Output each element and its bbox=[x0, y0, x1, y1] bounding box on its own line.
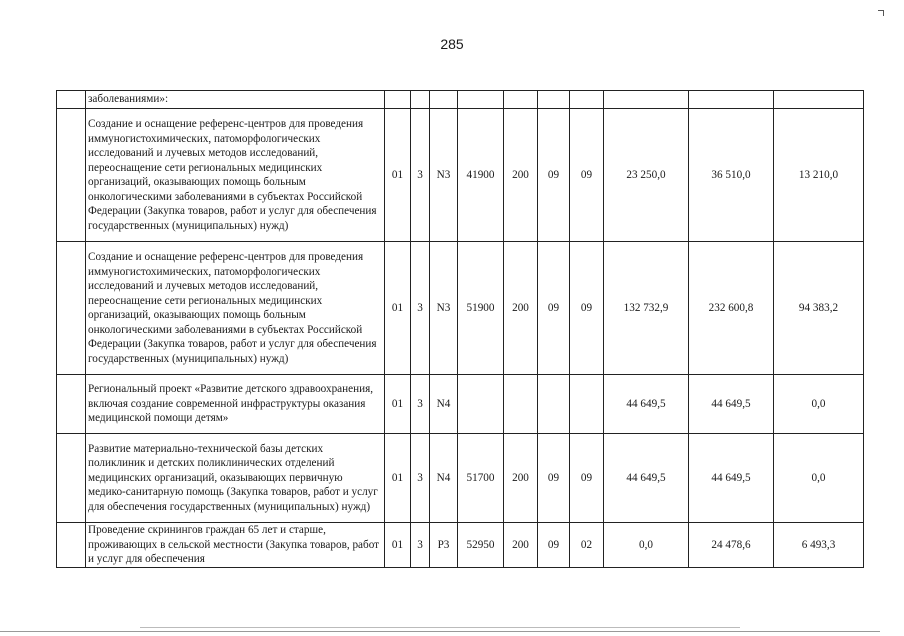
expense-type-code: 200 bbox=[504, 434, 538, 523]
expense-type-code bbox=[504, 375, 538, 434]
item-name: Создание и оснащение референс-центров для проведения иммуногистохимических, патоморфологических исследований и лучевых методов исследований, переоснащение сети региональных медицинских организаций, оказывающих помощь больным онкологическими заболеваниями в субъектах Российской Федерации (Закупка товаров, работ и услуг для обеспечения государственных (муниципальных) нужд) bbox=[86, 109, 385, 242]
amount-2: 44 649,5 bbox=[689, 434, 774, 523]
expense-type-code: 200 bbox=[504, 242, 538, 375]
section-code bbox=[538, 375, 570, 434]
table-row bbox=[57, 434, 864, 523]
corner-mark bbox=[878, 10, 884, 16]
item-name: Региональный проект «Развитие детского здравоохранения, включая создание современной инфраструктуры оказания медицинской помощи детям» bbox=[86, 375, 385, 434]
item-name: Создание и оснащение референс-центров для проведения иммуногистохимических, патоморфологических исследований и лучевых методов исследований, переоснащение сети региональных медицинских организаций, оказывающих помощь больным онкологическими заболеваниями в субъектах Российской Федерации (Закупка товаров, работ и услуг для обеспечения государственных (муниципальных) нужд) bbox=[86, 242, 385, 375]
direction-code: 41900 bbox=[458, 109, 504, 242]
expense-type-code: 200 bbox=[504, 523, 538, 568]
program-code: 01 bbox=[385, 375, 411, 434]
program-code bbox=[385, 91, 411, 109]
subsection-code bbox=[570, 375, 604, 434]
amount-2: 44 649,5 bbox=[689, 375, 774, 434]
index-cell bbox=[57, 523, 86, 568]
amount-3: 94 383,2 bbox=[774, 242, 864, 375]
amount-2 bbox=[689, 91, 774, 109]
direction-code: 51900 bbox=[458, 242, 504, 375]
program-code: 01 bbox=[385, 242, 411, 375]
table-row bbox=[57, 109, 864, 242]
amount-1 bbox=[604, 91, 689, 109]
amount-2: 36 510,0 bbox=[689, 109, 774, 242]
amount-3: 6 493,3 bbox=[774, 523, 864, 568]
table-row bbox=[57, 375, 864, 434]
subprogram-code: 3 bbox=[411, 375, 430, 434]
section-code: 09 bbox=[538, 434, 570, 523]
subprogram-code: 3 bbox=[411, 434, 430, 523]
project-code bbox=[430, 91, 458, 109]
scan-edge-line bbox=[0, 631, 880, 632]
amount-3: 0,0 bbox=[774, 375, 864, 434]
subsection-code: 09 bbox=[570, 434, 604, 523]
amount-2: 232 600,8 bbox=[689, 242, 774, 375]
amount-1: 0,0 bbox=[604, 523, 689, 568]
project-code: N3 bbox=[430, 109, 458, 242]
direction-code bbox=[458, 375, 504, 434]
amount-1: 44 649,5 bbox=[604, 375, 689, 434]
table-row bbox=[57, 91, 864, 109]
program-code: 01 bbox=[385, 109, 411, 242]
expense-type-code: 200 bbox=[504, 109, 538, 242]
item-name: Развитие материально-технической базы детских поликлиник и детских поликлинических отделений медицинских организаций, оказывающих первичную медико-санитарную помощь (Закупка товаров, работ и услуг для обеспечения государственных (муниципальных) нужд) bbox=[86, 434, 385, 523]
budget-table bbox=[56, 90, 864, 568]
subprogram-code: 3 bbox=[411, 523, 430, 568]
subsection-code: 02 bbox=[570, 523, 604, 568]
index-cell bbox=[57, 109, 86, 242]
index-cell bbox=[57, 242, 86, 375]
scan-edge-line bbox=[140, 627, 740, 628]
index-cell bbox=[57, 91, 86, 109]
amount-3: 0,0 bbox=[774, 434, 864, 523]
table-row bbox=[57, 523, 864, 568]
amount-1: 23 250,0 bbox=[604, 109, 689, 242]
expense-type-code bbox=[504, 91, 538, 109]
item-name: заболеваниями»: bbox=[86, 91, 385, 109]
amount-3: 13 210,0 bbox=[774, 109, 864, 242]
subprogram-code: 3 bbox=[411, 242, 430, 375]
program-code: 01 bbox=[385, 523, 411, 568]
subprogram-code: 3 bbox=[411, 109, 430, 242]
amount-3 bbox=[774, 91, 864, 109]
amount-1: 44 649,5 bbox=[604, 434, 689, 523]
project-code: P3 bbox=[430, 523, 458, 568]
section-code: 09 bbox=[538, 242, 570, 375]
section-code: 09 bbox=[538, 523, 570, 568]
amount-1: 132 732,9 bbox=[604, 242, 689, 375]
program-code: 01 bbox=[385, 434, 411, 523]
subsection-code: 09 bbox=[570, 109, 604, 242]
index-cell bbox=[57, 375, 86, 434]
subsection-code: 09 bbox=[570, 242, 604, 375]
subsection-code bbox=[570, 91, 604, 109]
subprogram-code bbox=[411, 91, 430, 109]
page-number: 285 bbox=[440, 36, 464, 52]
project-code: N4 bbox=[430, 434, 458, 523]
index-cell bbox=[57, 434, 86, 523]
amount-2: 24 478,6 bbox=[689, 523, 774, 568]
item-name: Проведение скринингов граждан 65 лет и старше, проживающих в сельской местности (Закупка товаров, работ и услуг для обеспечения bbox=[86, 523, 385, 568]
direction-code: 51700 bbox=[458, 434, 504, 523]
table-row bbox=[57, 242, 864, 375]
project-code: N4 bbox=[430, 375, 458, 434]
direction-code: 52950 bbox=[458, 523, 504, 568]
section-code bbox=[538, 91, 570, 109]
direction-code bbox=[458, 91, 504, 109]
section-code: 09 bbox=[538, 109, 570, 242]
project-code: N3 bbox=[430, 242, 458, 375]
